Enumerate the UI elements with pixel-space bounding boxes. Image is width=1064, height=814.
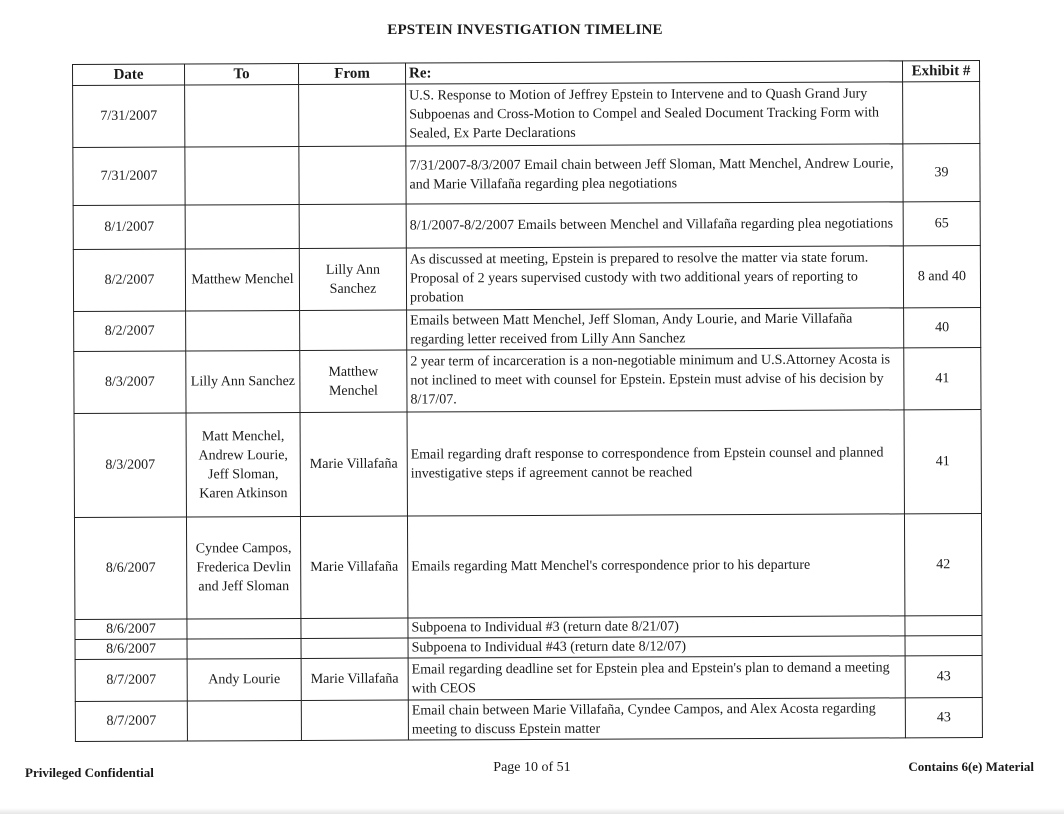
cell-exhibit — [905, 616, 982, 636]
cell-re: 7/31/2007-8/3/2007 Email chain between Jeff Sloman, Matt Menchel, Andrew Lourie, and Marie Villafaña regarding plea negotiations — [406, 144, 903, 204]
table-row — [74, 514, 981, 620]
header-date: Date — [73, 64, 185, 85]
cell-re: Email regarding deadline set for Epstein plea and Epstein's plan to demand a meeting with CEOS — [408, 656, 905, 700]
cell-to — [185, 205, 299, 249]
header-exhibit: Exhibit # — [902, 61, 979, 82]
cell-to — [187, 701, 301, 741]
cell-exhibit — [903, 82, 980, 144]
cell-to: Matthew Menchel — [185, 249, 299, 311]
cell-exhibit: 43 — [905, 656, 982, 698]
table-row — [74, 308, 981, 352]
cell-re: Subpoena to Individual #3 (return date 8/21/07) — [408, 616, 905, 638]
cell-re: As discussed at meeting, Epstein is prepared to resolve the matter via state forum. Proposal of 2 years supervised custody with two additional years of reporting to probation — [406, 246, 903, 310]
cell-exhibit: 40 — [904, 308, 981, 348]
cell-date: 8/1/2007 — [73, 205, 185, 249]
cell-date: 8/7/2007 — [75, 701, 187, 741]
cell-exhibit: 65 — [903, 202, 980, 246]
table-row — [75, 698, 982, 742]
cell-re: 8/1/2007-8/2/2007 Emails between Menchel and Villafaña regarding plea negotiations — [406, 202, 903, 248]
cell-date: 7/31/2007 — [73, 85, 185, 147]
header-from: From — [299, 63, 406, 84]
cell-from — [301, 638, 408, 658]
cell-to — [186, 311, 300, 351]
cell-exhibit: 39 — [903, 144, 980, 202]
table-row — [73, 82, 980, 148]
cell-date: 8/2/2007 — [73, 249, 185, 311]
cell-from — [299, 84, 406, 146]
cell-date: 8/7/2007 — [75, 659, 187, 701]
cell-exhibit: 8 and 40 — [903, 246, 980, 308]
cell-re: Emails between Matt Menchel, Jeff Sloman, Andy Lourie, and Marie Villafaña regarding letter received from Lilly Ann Sanchez — [407, 308, 904, 350]
cell-to: Cyndee Campos, Frederica Devlin and Jeff Sloman — [186, 517, 300, 619]
cell-from — [301, 700, 408, 740]
table-row — [75, 656, 982, 702]
cell-exhibit — [905, 636, 982, 656]
cell-date: 8/3/2007 — [74, 351, 186, 413]
page-number: Page 10 of 51 — [493, 760, 571, 775]
page-title: EPSTEIN INVESTIGATION TIMELINE — [387, 22, 663, 38]
table-row — [73, 144, 980, 206]
cell-date: 8/6/2007 — [75, 619, 187, 639]
table-row — [73, 202, 980, 250]
cell-date: 7/31/2007 — [73, 147, 185, 205]
cell-exhibit: 41 — [904, 348, 981, 410]
cell-from: Marie Villafaña — [301, 658, 408, 700]
cell-from — [300, 310, 407, 350]
cell-exhibit: 43 — [905, 698, 982, 738]
cell-to: Andy Lourie — [187, 659, 301, 701]
cell-date: 8/6/2007 — [74, 517, 186, 619]
cell-date: 8/2/2007 — [74, 311, 186, 351]
cell-date: 8/3/2007 — [74, 413, 186, 517]
cell-to — [187, 639, 301, 659]
cell-re: 2 year term of incarceration is a non-negotiable minimum and U.S.Attorney Acosta is not inclined to meet with counsel for Epstein. Epstein must advise of his decision by 8/17/07. — [407, 348, 904, 412]
timeline-table — [72, 60, 983, 742]
cell-from: Marie Villafaña — [300, 412, 407, 516]
cell-from — [301, 618, 408, 638]
cell-re: Email chain between Marie Villafaña, Cyndee Campos, and Alex Acosta regarding meeting to discuss Epstein matter — [408, 698, 905, 740]
cell-to: Matt Menchel, Andrew Lourie, Jeff Sloman, Karen Atkinson — [186, 413, 300, 517]
cell-to — [185, 85, 299, 147]
table-row — [74, 410, 981, 518]
table-row — [73, 246, 980, 312]
cell-date: 8/6/2007 — [75, 639, 187, 659]
cell-re: Subpoena to Individual #43 (return date 8/12/07) — [408, 636, 905, 658]
cell-from: Marie Villafaña — [300, 516, 407, 618]
cell-to: Lilly Ann Sanchez — [186, 351, 300, 413]
cell-from — [299, 146, 406, 204]
cell-exhibit: 42 — [904, 514, 981, 616]
cell-re: Email regarding draft response to correspondence from Epstein counsel and planned investigative steps if agreement cannot be reached — [407, 410, 904, 516]
header-to: To — [185, 64, 299, 85]
cell-to — [187, 619, 301, 639]
header-re: Re: — [405, 61, 902, 84]
table-row — [74, 348, 981, 414]
cell-from: Matthew Menchel — [300, 350, 407, 412]
cell-from — [299, 204, 406, 248]
cell-re: Emails regarding Matt Menchel's correspondence prior to his departure — [407, 514, 904, 618]
footer-privileged: Privileged Confidential — [25, 765, 154, 780]
footer-6e-notice: Contains 6(e) Material — [908, 759, 1034, 774]
page-edge-shadow — [0, 808, 1064, 814]
cell-exhibit: 41 — [904, 410, 981, 514]
cell-from: Lilly Ann Sanchez — [299, 248, 406, 310]
cell-to — [185, 147, 299, 205]
cell-re: U.S. Response to Motion of Jeffrey Epstein to Intervene and to Quash Grand Jury Subpoenas and Cross-Motion to Compel and Sealed Document Tracking Form with Sealed, Ex Parte Declarations — [406, 82, 903, 146]
